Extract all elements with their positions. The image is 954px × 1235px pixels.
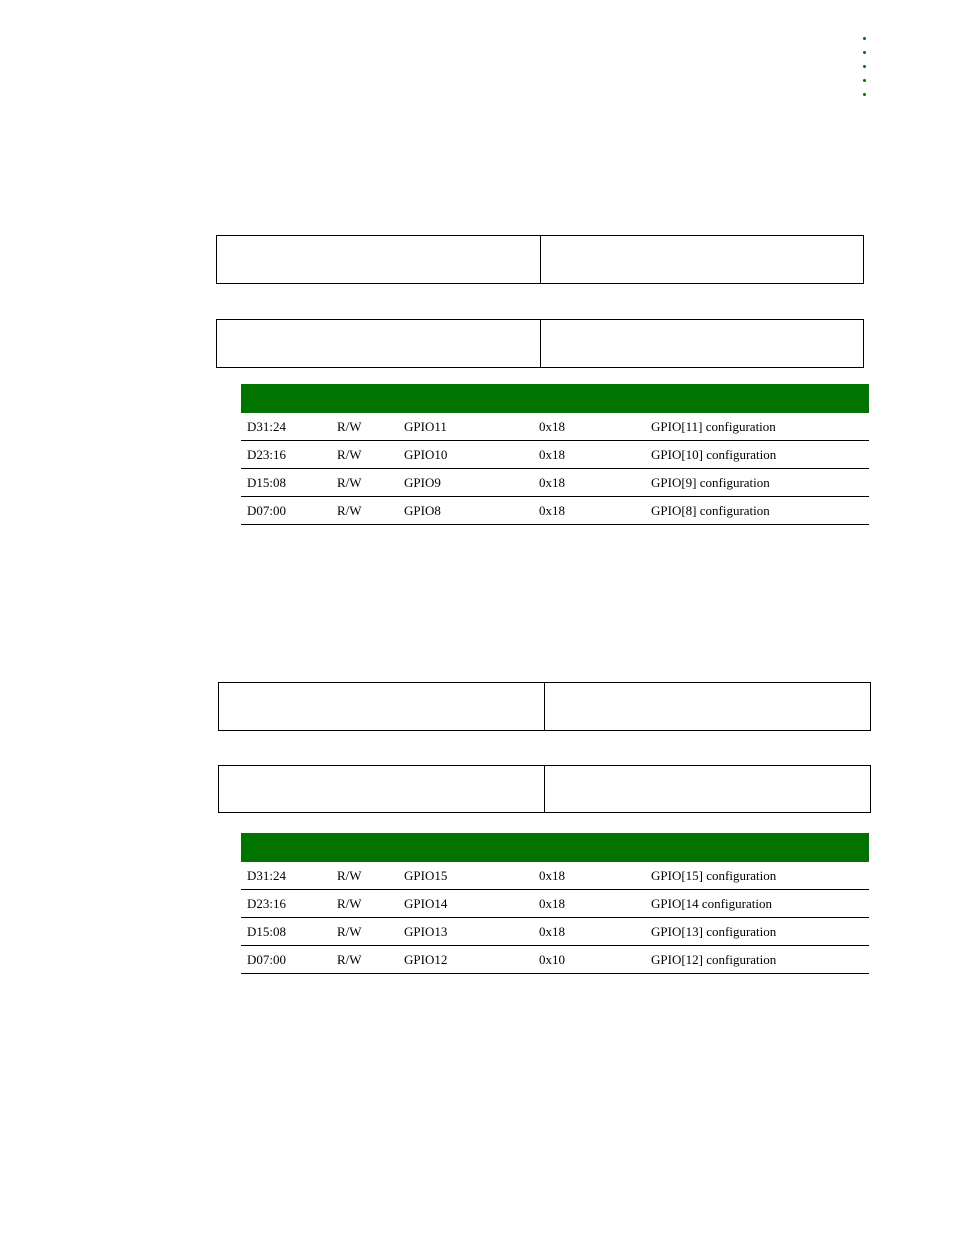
field-name-cell: GPIO14 bbox=[398, 890, 533, 918]
bits-cell: D15:08 bbox=[241, 918, 331, 946]
description-cell: GPIO[10] configuration bbox=[645, 441, 869, 469]
field-name-cell: GPIO9 bbox=[398, 469, 533, 497]
table-header-bar bbox=[241, 384, 869, 413]
reset-cell: 0x18 bbox=[533, 890, 645, 918]
margin-dot bbox=[863, 65, 866, 68]
bit-box-right bbox=[540, 320, 864, 367]
description-cell: GPIO[15] configuration bbox=[645, 862, 869, 890]
description-cell: GPIO[8] configuration bbox=[645, 497, 869, 525]
margin-dot bbox=[863, 37, 866, 40]
field-name-cell: GPIO10 bbox=[398, 441, 533, 469]
register-bit-box bbox=[218, 765, 871, 813]
description-cell: GPIO[14 configuration bbox=[645, 890, 869, 918]
reset-cell: 0x18 bbox=[533, 413, 645, 441]
margin-dot bbox=[863, 51, 866, 54]
address-box-right bbox=[540, 236, 864, 283]
access-cell: R/W bbox=[331, 497, 398, 525]
field-name-cell: GPIO12 bbox=[398, 946, 533, 974]
reset-cell: 0x18 bbox=[533, 441, 645, 469]
description-cell: GPIO[13] configuration bbox=[645, 918, 869, 946]
table-row bbox=[241, 890, 869, 918]
reset-cell: 0x18 bbox=[533, 469, 645, 497]
field-name-cell: GPIO8 bbox=[398, 497, 533, 525]
register-bit-box bbox=[216, 319, 864, 368]
margin-dot bbox=[863, 93, 866, 96]
bits-cell: D23:16 bbox=[241, 890, 331, 918]
table-row bbox=[241, 441, 869, 469]
field-name-cell: GPIO15 bbox=[398, 862, 533, 890]
register-table-2 bbox=[241, 833, 869, 974]
description-cell: GPIO[9] configuration bbox=[645, 469, 869, 497]
access-cell: R/W bbox=[331, 918, 398, 946]
reset-cell: 0x18 bbox=[533, 862, 645, 890]
table-row bbox=[241, 918, 869, 946]
reset-cell: 0x10 bbox=[533, 946, 645, 974]
bit-box-right bbox=[544, 766, 870, 812]
field-name-cell: GPIO13 bbox=[398, 918, 533, 946]
access-cell: R/W bbox=[331, 890, 398, 918]
reset-cell: 0x18 bbox=[533, 918, 645, 946]
access-cell: R/W bbox=[331, 413, 398, 441]
description-cell: GPIO[11] configuration bbox=[645, 413, 869, 441]
reset-cell: 0x18 bbox=[533, 497, 645, 525]
table-row bbox=[241, 497, 869, 525]
access-cell: R/W bbox=[331, 946, 398, 974]
table-header-bar bbox=[241, 833, 869, 862]
address-box-left bbox=[219, 683, 544, 730]
margin-dot bbox=[863, 79, 866, 82]
address-box-right bbox=[544, 683, 870, 730]
bits-cell: D07:00 bbox=[241, 946, 331, 974]
access-cell: R/W bbox=[331, 469, 398, 497]
bits-cell: D15:08 bbox=[241, 469, 331, 497]
access-cell: R/W bbox=[331, 862, 398, 890]
access-cell: R/W bbox=[331, 441, 398, 469]
table-row bbox=[241, 946, 869, 974]
bit-box-left bbox=[219, 766, 544, 812]
table-row bbox=[241, 469, 869, 497]
register-address-box bbox=[218, 682, 871, 731]
bits-cell: D23:16 bbox=[241, 441, 331, 469]
address-box-left bbox=[217, 236, 540, 283]
bit-box-left bbox=[217, 320, 540, 367]
description-cell: GPIO[12] configuration bbox=[645, 946, 869, 974]
register-table-1 bbox=[241, 384, 869, 525]
table-row bbox=[241, 413, 869, 441]
bits-cell: D31:24 bbox=[241, 413, 331, 441]
bits-cell: D31:24 bbox=[241, 862, 331, 890]
field-name-cell: GPIO11 bbox=[398, 413, 533, 441]
register-address-box bbox=[216, 235, 864, 284]
table-row bbox=[241, 862, 869, 890]
bits-cell: D07:00 bbox=[241, 497, 331, 525]
